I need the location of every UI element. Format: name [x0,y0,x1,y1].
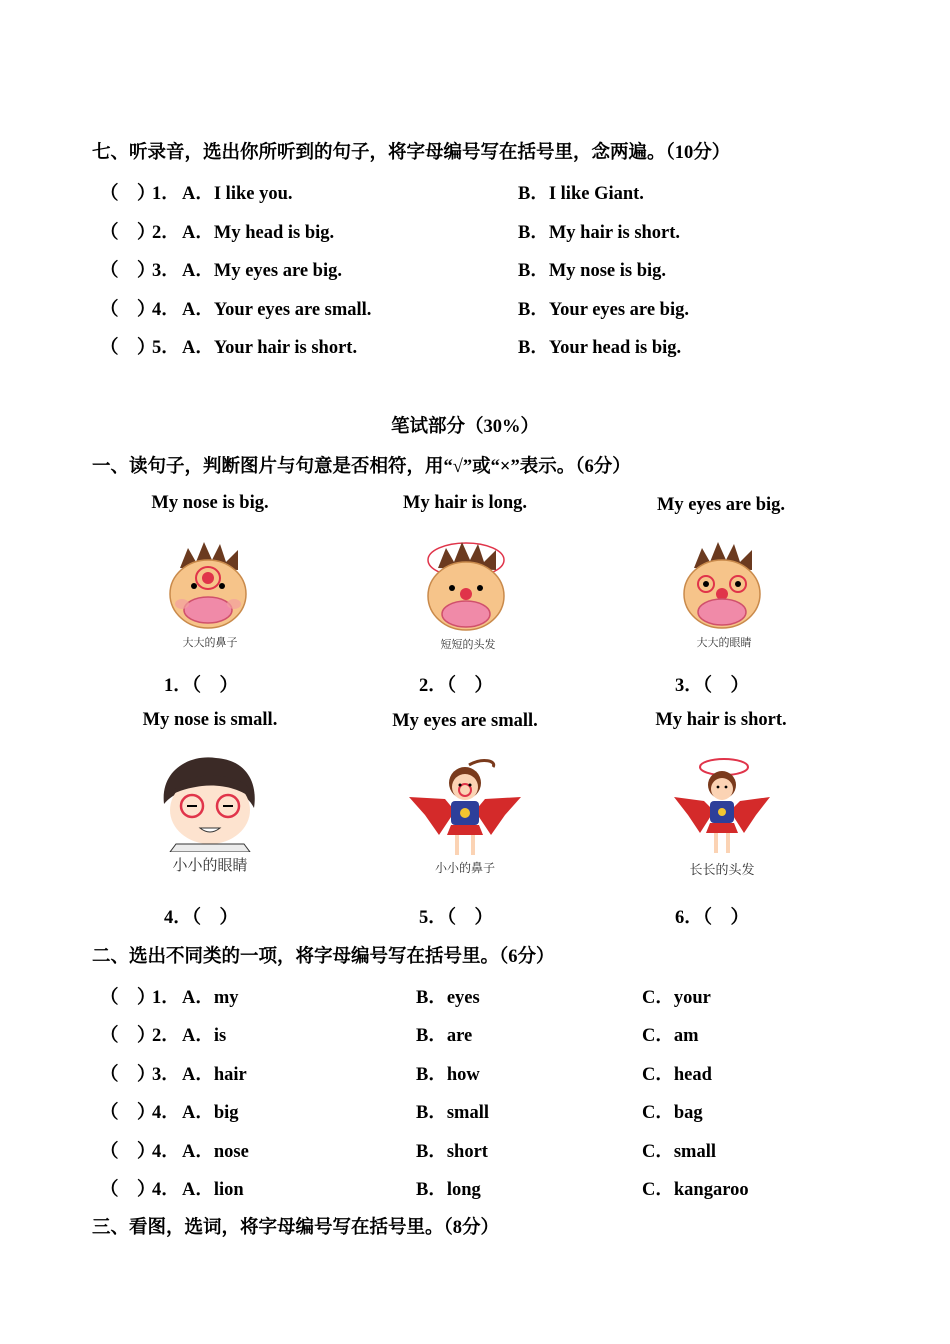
option-c: C．small [642,1142,717,1162]
answer-bracket[interactable]: （ ） [100,988,156,1008]
option-c: C．am [642,1026,699,1046]
card-sentence: My eyes are small. [392,711,538,731]
card-sentence: My hair is short. [655,710,787,730]
card-sentence: My nose is small. [142,710,278,730]
option-b: B．Your head is big. [518,338,682,358]
cartoon-face-icon [674,538,774,638]
item-number: 2． [152,223,180,243]
judge-answer[interactable]: 1．（ ） [164,676,239,696]
answer-bracket[interactable]: （ ） [100,1065,156,1085]
answer-bracket[interactable]: （ ） [100,261,156,281]
judge-answer[interactable]: 6．（ ） [675,908,750,928]
answer-bracket[interactable]: （ ） [100,1142,156,1162]
option-a: A．Your hair is short. [182,338,358,358]
picture-caption: 大大的鼻子 [182,636,238,649]
option-c: C．bag [642,1103,703,1123]
list-item [92,333,912,359]
list-item [92,1021,912,1047]
list-item [92,983,912,1009]
boy-face-icon [150,752,270,852]
option-b: B．small [416,1103,489,1123]
superhero-girl-picture [405,755,525,880]
option-a: A．lion [182,1180,244,1200]
item-number: 4． [152,300,180,320]
section7-title: 七、听录音，选出你所听到的句子，将字母编号写在括号里，念两遍。（10分） [92,143,731,163]
picture-caption: 小小的鼻子 [434,861,495,875]
card-sentence: My eyes are big. [656,495,786,515]
card-sentence: My nose is big. [151,493,269,513]
picture-caption: 短短的头发 [440,638,496,651]
option-b: B．how [416,1065,480,1085]
option-a: A．big [182,1103,239,1123]
picture-caption: 大大的眼睛 [696,636,752,649]
list-item [92,1060,912,1086]
answer-bracket[interactable]: （ ） [100,1026,156,1046]
list-item [92,179,912,205]
picture-caption: 小小的眼睛 [172,856,248,874]
item-number: 3． [152,1065,180,1085]
picture-caption: 长长的头发 [689,863,755,878]
option-b: B．Your eyes are big. [518,300,689,320]
superhero-girl-picture [662,755,782,880]
item-number: 4． [152,1142,180,1162]
answer-bracket[interactable]: （ ） [100,338,156,358]
option-c: C．your [642,988,711,1008]
item-number: 2． [152,1026,180,1046]
option-a: A．Your eyes are small. [182,300,372,320]
part2-title: 二、选出不同类的一项，将字母编号写在括号里。（6分） [92,947,555,967]
superhero-girl-icon [405,755,525,859]
judge-answer[interactable]: 5．（ ） [419,908,494,928]
option-b: B．I like Giant. [518,184,644,204]
option-b: B．My nose is big. [518,261,667,281]
cartoon-face-picture [418,538,518,653]
judge-answer[interactable]: 4．（ ） [164,908,239,928]
option-a: A．My eyes are big. [182,261,342,281]
cartoon-face-picture [160,538,260,653]
option-b: B．short [416,1142,488,1162]
superhero-girl-icon [662,755,782,859]
option-c: C．head [642,1065,712,1085]
option-c: C．kangaroo [642,1180,749,1200]
list-item [92,295,912,321]
item-number: 5． [152,338,180,358]
part3-title: 三、看图，选词，将字母编号写在括号里。（8分） [92,1218,500,1238]
option-b: B．long [416,1180,481,1200]
item-number: 4． [152,1180,180,1200]
cartoon-face-icon [160,538,260,638]
item-number: 4． [152,1103,180,1123]
list-item [92,1175,912,1201]
written-part-title: 笔试部分（30%） [390,417,539,437]
list-item [92,218,912,244]
list-item [92,1137,912,1163]
option-a: A．hair [182,1065,247,1085]
option-a: A．nose [182,1142,249,1162]
answer-bracket[interactable]: （ ） [100,223,156,243]
judge-answer[interactable]: 2．（ ） [419,676,494,696]
cartoon-face-icon [418,538,518,638]
option-a: A．My head is big. [182,223,335,243]
answer-bracket[interactable]: （ ） [100,184,156,204]
option-a: A．my [182,988,239,1008]
answer-bracket[interactable]: （ ） [100,300,156,320]
answer-bracket[interactable]: （ ） [100,1103,156,1123]
option-a: A．is [182,1026,227,1046]
option-b: B．are [416,1026,473,1046]
judge-answer[interactable]: 3．（ ） [675,676,750,696]
item-number: 1． [152,184,180,204]
option-b: B．My hair is short. [518,223,681,243]
card-sentence: My hair is long. [402,493,528,513]
answer-bracket[interactable]: （ ） [100,1180,156,1200]
option-a: A．I like you. [182,184,293,204]
part1-title: 一、读句子，判断图片与句意是否相符，用“√”或“×”表示。（6分） [92,457,631,477]
item-number: 1． [152,988,180,1008]
item-number: 3． [152,261,180,281]
list-item [92,1098,912,1124]
boy-picture [150,752,270,882]
cartoon-face-picture [674,538,774,653]
option-b: B．eyes [416,988,480,1008]
list-item [92,256,912,282]
